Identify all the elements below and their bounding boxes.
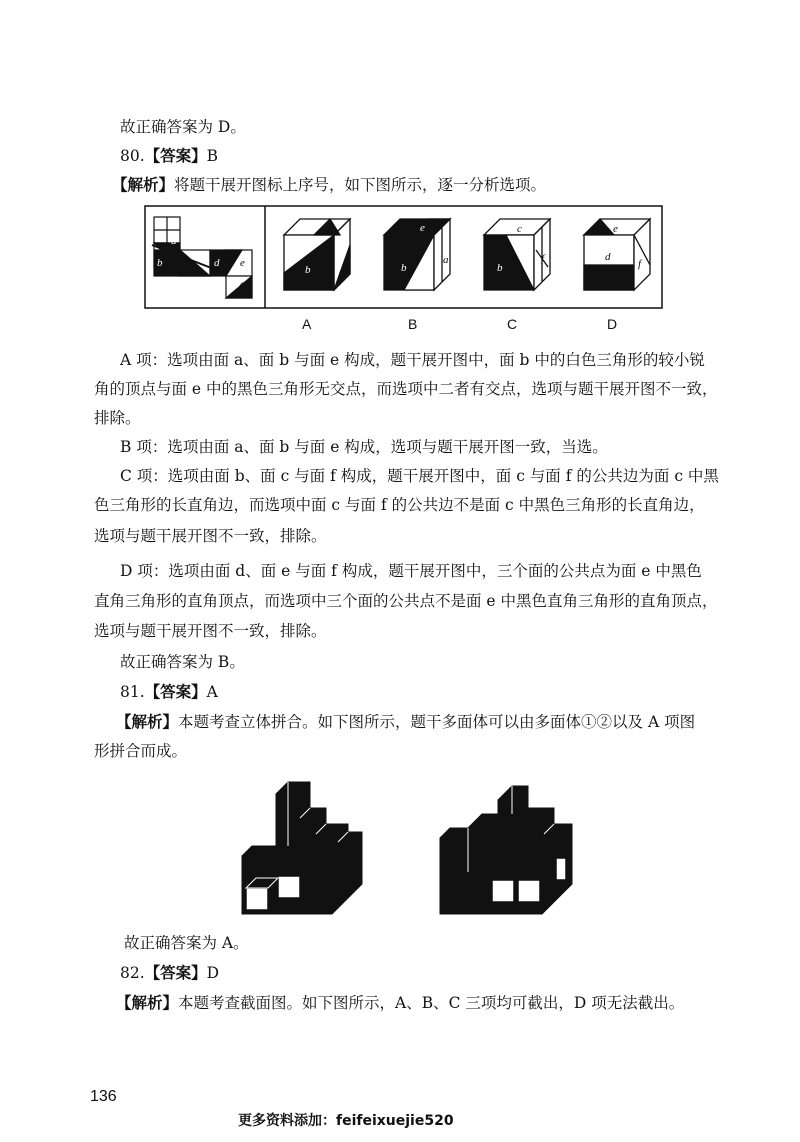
- question-number: 82.: [120, 964, 145, 982]
- answer-tag: 【答案】: [144, 146, 207, 165]
- option-label-d: D: [607, 316, 618, 332]
- cube-face-label: b: [305, 264, 311, 276]
- net-face-label: e: [240, 257, 245, 269]
- answer-tag: 【答案】: [144, 682, 207, 701]
- q81-analysis-line: [116, 712, 695, 732]
- cube-face-label: a: [443, 254, 449, 266]
- analysis-d-line: 选项与题干展开图不一致，排除。: [94, 622, 327, 640]
- net-face-label: c: [185, 257, 190, 269]
- option-label-a: A: [302, 316, 312, 332]
- answer-value: A: [206, 683, 218, 701]
- cube-option-a: [284, 219, 350, 290]
- cube-face-label: f: [638, 258, 642, 270]
- net-face-label: d: [214, 257, 220, 269]
- analysis-b-line: B 项：选项由面 a、面 b 与面 e 构成，选项与题干展开图一致，当选。: [120, 438, 608, 456]
- cube-face-label: f: [541, 253, 545, 265]
- polyhedra-figure: [236, 772, 582, 920]
- cube-face-label: e: [339, 266, 344, 278]
- analysis-a-line: 角的顶点与面 e 中的黑色三角形无交点，而选项中二者有交点，选项与题干展开图不一致，: [94, 380, 718, 398]
- answer-value: B: [206, 147, 219, 165]
- conclusion-line: 故正确答案为 B。: [120, 653, 245, 671]
- net-face-label: f: [239, 281, 243, 293]
- answer-value: D: [206, 964, 220, 982]
- analysis-tag: 【解析】: [116, 712, 179, 731]
- analysis-a-line: A 项：选项由面 a、面 b 与面 e 构成，题干展开图中，面 b 中的白色三角形的较小锐: [120, 351, 705, 369]
- cube-face-label: b: [401, 262, 407, 274]
- analysis-d-line: 直角三角形的直角顶点，而选项中三个面的公共点不是面 e 中黑色直角三角形的直角顶点，: [94, 592, 718, 610]
- cube-face-label: c: [517, 223, 522, 235]
- conclusion-line: 故正确答案为 A。: [124, 934, 249, 952]
- q82-answer-line: [120, 963, 219, 983]
- question-number: 80.: [120, 147, 145, 165]
- analysis-d-line: D 项：选项由面 d、面 e 与面 f 构成，题干展开图中，三个面的公共点为面 e 中黑色: [120, 562, 702, 580]
- q81-answer-line: [120, 682, 218, 702]
- cube-option-b: [384, 219, 450, 290]
- cube-face-label: e: [420, 222, 425, 234]
- q80-answer-line: [120, 146, 218, 166]
- polyhedron-left: [242, 782, 362, 914]
- analysis-text: 本题考查截面图。如下图所示，A、B、C 三项均可截出，D 项无法截出。: [178, 994, 685, 1012]
- footer-note: 更多资料添加：feifeixuejie520: [238, 1113, 454, 1129]
- analysis-c-line: C 项：选项由面 b、面 c 与面 f 构成，题干展开图中，面 c 与面 f 的公共边为面 c 中黑: [120, 467, 719, 485]
- answer-tag: 【答案】: [144, 963, 207, 982]
- conclusion-line: 故正确答案为 D。: [120, 118, 246, 136]
- analysis-a-line: 排除。: [94, 409, 141, 427]
- q80-analysis-line: [112, 175, 546, 195]
- analysis-text: 将题干展开图标上序号，如下图所示，逐一分析选项。: [174, 176, 547, 194]
- q81-analysis-line: 形拼合而成。: [94, 742, 188, 760]
- cube-face-label: b: [497, 262, 503, 274]
- analysis-tag: 【解析】: [112, 175, 175, 194]
- analysis-text: 本题考查立体拼合。如下图所示，题干多面体可以由多面体①②以及 A 项图: [178, 713, 696, 731]
- cube-face-label: d: [605, 251, 611, 263]
- analysis-tag: 【解析】: [116, 993, 179, 1012]
- net-and-cubes-figure: [144, 205, 663, 309]
- polyhedron-right: [440, 786, 572, 914]
- analysis-c-line: 色三角形的长直角边，而选项中面 c 与面 f 的公共边不是面 c 中黑色三角形的长直角边，: [94, 496, 705, 514]
- option-label-b: B: [408, 316, 418, 332]
- cube-face-label: a: [325, 224, 331, 236]
- analysis-c-line: 选项与题干展开图不一致，排除。: [94, 527, 327, 545]
- question-number: 81.: [120, 683, 145, 701]
- page-number: 136: [90, 1088, 117, 1105]
- net-face-label: a: [171, 235, 177, 247]
- option-label-c: C: [507, 316, 518, 332]
- cube-face-label: e: [613, 223, 618, 235]
- net-face-label: b: [157, 257, 163, 269]
- q82-analysis-line: [116, 993, 684, 1013]
